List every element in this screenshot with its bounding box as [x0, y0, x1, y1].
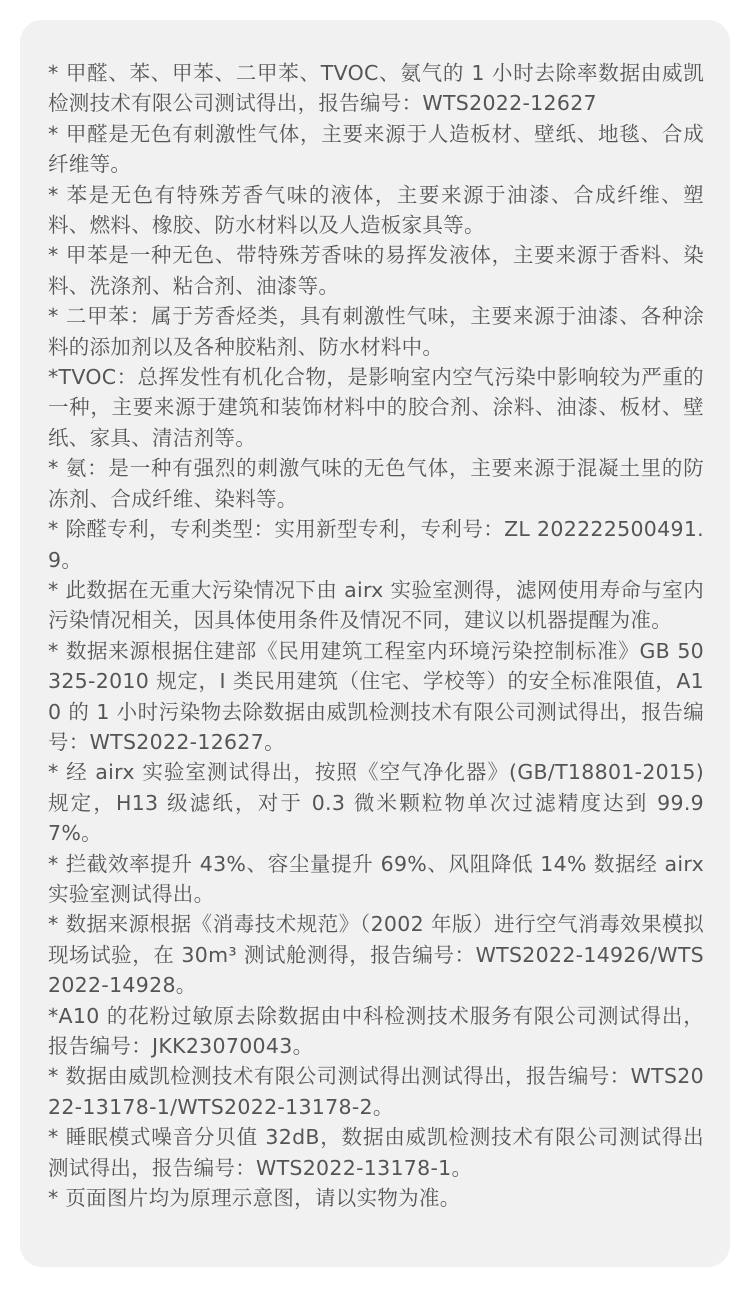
- disclaimer-note: * 数据来源根据《消毒技术规范》（2002 年版）进行空气消毒效果模拟现场试验，在 30m³ 测试舱测得，报告编号：WTS2022-14926/WTS2022-14928。: [48, 912, 704, 998]
- disclaimer-note: * 此数据在无重大污染情况下由 airx 实验室测得，滤网使用寿命与室内污染情况相关，因具体使用条件及情况不同，建议以机器提醒为准。: [48, 577, 704, 633]
- disclaimer-card: [20, 20, 730, 1267]
- disclaimer-note: * 数据来源根据住建部《民用建筑工程室内环境污染控制标准》GB 50325-2010 规定，I 类民用建筑（住宅、学校等）的安全标准限值，A10 的 1 小时污染物去除数据由威凯检测技术有限公司测试得出，报告编号：WTS2022-12627。: [48, 638, 704, 754]
- disclaimer-note: * 二甲苯：属于芳香烃类，具有刺激性气味，主要来源于油漆、各种涂料的添加剂以及各种胶粘剂、防水材料中。: [48, 304, 704, 359]
- disclaimer-note: *A10 的花粉过敏原去除数据由中科检测技术服务有限公司测试得出，报告编号：JKK23070043。: [48, 1003, 704, 1058]
- disclaimer-note: * 甲醛是无色有刺激性气体，主要来源于人造板材、壁纸、地毯、合成纤维等。: [48, 121, 704, 177]
- disclaimer-note: *TVOC：总挥发性有机化合物，是影响室内空气污染中影响较为严重的一种，主要来源于建筑和装饰材料中的胶合剂、涂料、油漆、板材、壁纸、家具、清洁剂等。: [48, 365, 704, 450]
- disclaimer-note: * 除醛专利，专利类型：实用新型专利，专利号：ZL 202222500491.9。: [48, 517, 704, 572]
- disclaimer-notes-list: [48, 58, 704, 1213]
- disclaimer-note: * 甲苯是一种无色、带特殊芳香味的易挥发液体，主要来源于香料、染料、洗涤剂、粘合剂、油漆等。: [48, 243, 704, 298]
- disclaimer-note: * 页面图片均为原理示意图，请以实物为准。: [48, 1186, 461, 1211]
- disclaimer-note: * 甲醛、苯、甲苯、二甲苯、TVOC、氨气的 1 小时去除率数据由威凯检测技术有限公司测试得出，报告编号：WTS2022-12627: [48, 61, 704, 116]
- disclaimer-note: * 睡眠模式噪音分贝值 32dB，数据由威凯检测技术有限公司测试得出测试得出，报告编号：WTS2022-13178-1。: [48, 1125, 704, 1180]
- disclaimer-note: * 苯是无色有特殊芳香气味的液体，主要来源于油漆、合成纤维、塑料、燃料、橡胶、防水材料以及人造板家具等。: [48, 182, 704, 238]
- disclaimer-note: * 数据由威凯检测技术有限公司测试得出测试得出，报告编号：WTS2022-13178-1/WTS2022-13178-2。: [48, 1064, 704, 1119]
- disclaimer-note: * 拦截效率提升 43%、容尘量提升 69%、风阻降低 14% 数据经 airx 实验室测试得出。: [48, 851, 704, 906]
- disclaimer-note: * 经 airx 实验室测试得出，按照《空气净化器》(GB/T18801-2015) 规定，H13 级滤纸，对于 0.3 微米颗粒物单次过滤精度达到 99.97%。: [48, 760, 704, 846]
- disclaimer-note: * 氨：是一种有强烈的刺激气味的无色气体，主要来源于混凝土里的防冻剂、合成纤维、染料等。: [48, 456, 704, 511]
